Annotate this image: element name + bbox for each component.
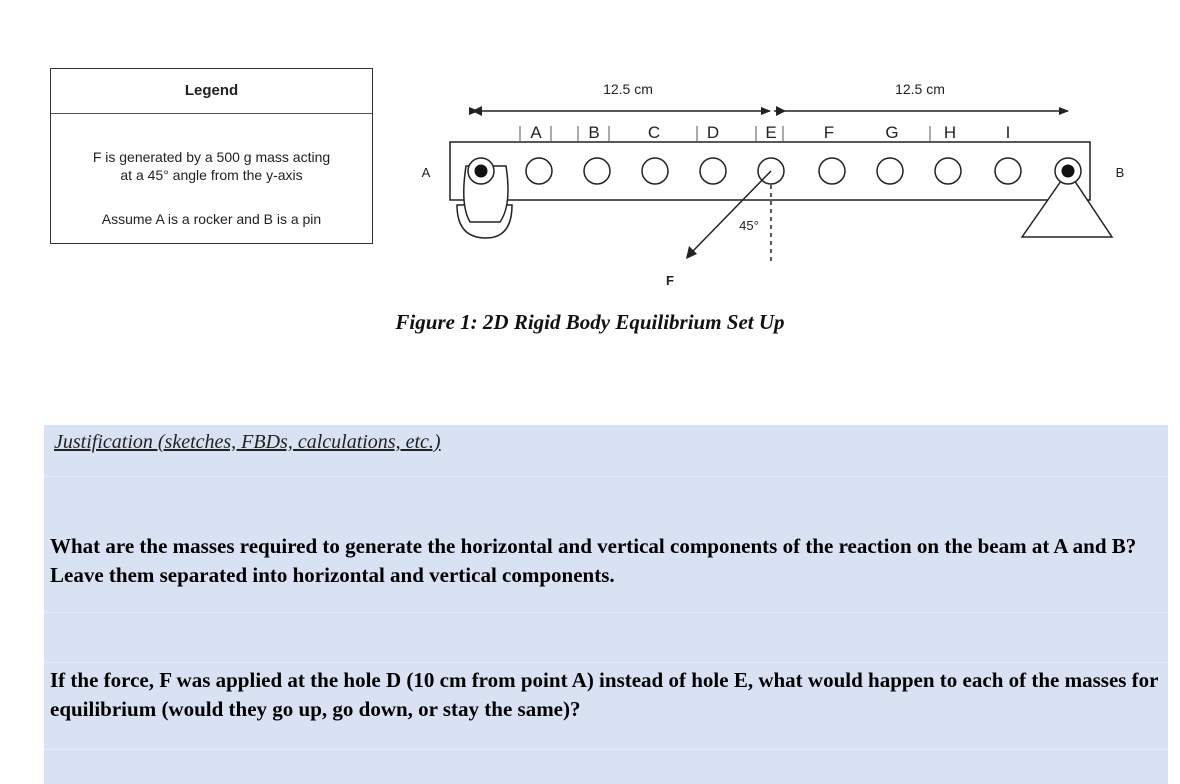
hole-label-i: I <box>1005 123 1011 142</box>
question-hole-d: If the force, F was applied at the hole D (10 cm from point A) instead of hole E, what would happen to each of the masses for equilibrium (would they go up, go down, or stay the same)? <box>50 668 1159 721</box>
hole-i <box>995 158 1021 184</box>
row-divider <box>44 749 1168 750</box>
legend-force-line-1: F is generated by a 500 g mass acting <box>92 149 331 165</box>
hole-g <box>877 158 903 184</box>
hole-d <box>700 158 726 184</box>
hole-label-c: C <box>647 123 661 142</box>
hole-a <box>526 158 552 184</box>
hole-label-f: F <box>823 123 835 142</box>
legend-support-note: Assume A is a rocker and B is a pin <box>101 211 322 227</box>
dimension-label-left: 12.5 cm <box>603 81 653 97</box>
hole-label-g: G <box>885 123 899 142</box>
dimension-label-right: 12.5 cm <box>895 81 945 97</box>
beam-diagram <box>0 0 1180 300</box>
legend-force-line-2: at a 45° angle from the y-axis <box>120 167 303 183</box>
pin-b-dot <box>1062 165 1075 178</box>
hole-label-e: E <box>765 123 777 142</box>
hole-f <box>819 158 845 184</box>
hole-label-h: H <box>943 123 957 142</box>
force-label: F <box>666 273 674 288</box>
row-divider <box>44 662 1168 663</box>
justification-heading: Justification (sketches, FBDs, calculations, etc.) <box>54 431 441 453</box>
pin-a-dot <box>475 165 488 178</box>
hole-c <box>642 158 668 184</box>
hole-label-d: D <box>706 123 720 142</box>
hole-h <box>935 158 961 184</box>
end-label-b: B <box>1115 165 1125 180</box>
hole-b <box>584 158 610 184</box>
legend-title: Legend <box>51 69 372 114</box>
row-divider <box>44 612 1168 613</box>
angle-label: 45° <box>739 218 759 233</box>
hole-label-a: A <box>530 123 542 142</box>
figure-caption: Figure 1: 2D Rigid Body Equilibrium Set Up <box>395 310 785 334</box>
question-masses: What are the masses required to generate the horizontal and vertical components of the reaction on the beam at A and B? Leave them separated into horizontal and vertical components. <box>50 534 1137 587</box>
hole-label-b: B <box>588 123 600 142</box>
dimension-arrowhead-start <box>472 106 482 116</box>
end-label-a: A <box>421 165 431 180</box>
dimension-arrowhead-mid <box>776 106 786 116</box>
question-panel <box>44 425 1168 784</box>
row-divider <box>44 476 1168 477</box>
